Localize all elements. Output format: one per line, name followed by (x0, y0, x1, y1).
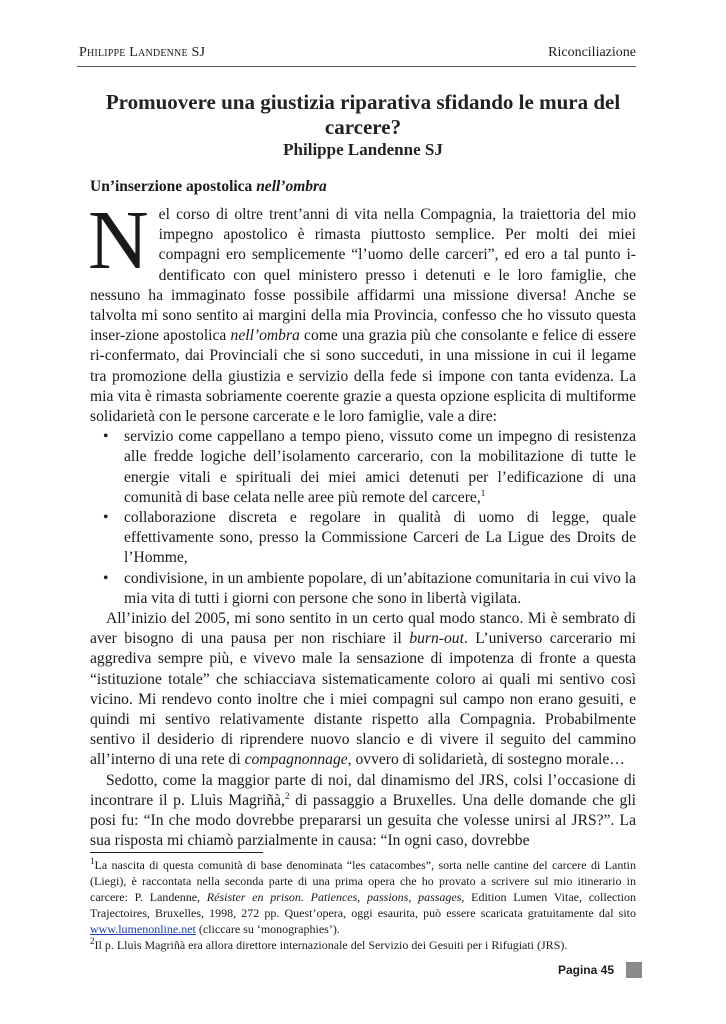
paragraph-2-text-c: , ovvero di solidarietà, di sostegno morale… (347, 751, 625, 769)
footnotes (90, 857, 636, 953)
footnote-2 (90, 937, 636, 953)
article-body (88, 194, 637, 852)
footnote-1-text-b: , Edition Lumen Vitae, collection Trajectoires, Bruxelles, 1998, 272 pp. Quest’opera, oggi esaurita, può essere scaricata gratuitamente dal sito (90, 890, 637, 920)
section-heading-italic: nell’ombra (256, 178, 327, 195)
footnote-2-text: Il p. Lluìs Magriñà era allora direttore internazionale del Servizio dei Gesuiti per i Rifugiati (JRS). (94, 938, 568, 952)
footnote-number: 2 (90, 936, 95, 946)
paragraph-3 (90, 771, 636, 852)
page-marker-box (626, 962, 642, 978)
list-item-text: condivisione, in un ambiente popolare, di un’abitazione comunitaria in cui vivo la mia vita di tutti i giorni con persone che sono in libertà vigilata. (124, 569, 636, 607)
section-heading-text: Un’inserzione apostolica (90, 178, 257, 195)
paragraph-1-italic: nell’ombra (230, 327, 300, 345)
footnote-1-text-a: La nascita di questa comunità di base denominata “les catacombes”, sorta nelle cantine del carcere di Lantin (Liegi), è raccontata nella seconda parte di una prima opera che ho provato a scrivere sul mio itinerario in carcere: P. Landenne, (90, 858, 636, 904)
paragraph-2-text-b: . L’universo carcerario mi aggrediva sempre più, e vivevo male la sensazione di impotenza di fronte a questa “istituzione totale” che schiacciava sistematicamente coloro ai quali mi sentivo così vicino. Mi rendevo conto inoltre che i miei compagni sul campo non erano gesuiti, e quindi mi sentivo relativamente distante rispetto alla Compagnia. Probabilmente sentivo il desiderio di riprendere nuovo slancio e di vivere il seguito del cammino all’interno di una rete di (90, 630, 637, 769)
running-header (77, 40, 636, 67)
paragraph-1 (88, 194, 636, 427)
page-number: Pagina 45 (557, 963, 614, 977)
paragraph-3-text-b: di passaggio a Bruxelles. Una delle domande che gli posi fu: “In che modo dovrebbe prepararsi un gesuita che volesse unirsi al JRS?”. La sua risposta mi chiamò parzialmente in causa: “In ogni caso, dovrebbe (90, 791, 636, 850)
paragraph-2-italic-b: compagnonnage (244, 751, 348, 769)
paragraph-2-text-a: All’inizio del 2005, mi sono sentito in un certo qual modo stanco. Mi è sembrato di aver bisogno di una pausa per non rischiare il (90, 610, 636, 648)
list-item (90, 508, 636, 569)
paragraph-3-text-a: Sedotto, come la maggior parte di noi, dal dinamismo del JRS, colsi l’occasione di incontrare il p. Lluìs Magriñà, (90, 771, 636, 809)
paragraph-1-text-a: el corso di oltre trent’anni di vita nella Compagnia, la traiettoria del mio impegno apostolico è rimasta piuttosto semplice. Per molti dei miei compagni ero semplicemente “l’uomo delle carceri”, ed ero a tal punto i-dentificato con quel ministero presso i detenuti e le loro famiglie, che nessuno ha immaginato fosse possibile affidarmi una missione diversa! Anche se talvolta mi sono sentito ai margini della mia Provincia, confesso che ho vissuto questa inser-zione apostolica (90, 206, 636, 345)
header-author: Philippe Landenne SJ (79, 45, 206, 60)
bullet-icon: • (103, 569, 109, 587)
list-item (90, 427, 636, 508)
footnote-1 (90, 857, 636, 937)
footnote-number: 1 (90, 856, 95, 866)
article-title: Promuovere una giustizia riparativa sfidando le mura del carcere? (105, 90, 621, 139)
footnote-1-text-c: (cliccare su ‘monographies’). (195, 922, 340, 936)
drop-cap: N (88, 194, 149, 287)
footnote-1-italic: Résister en prison. Patiences, passions, passages (206, 890, 462, 904)
footnote-divider (90, 852, 263, 853)
article-author: Philippe Landenne SJ (283, 140, 443, 159)
list-item (90, 569, 636, 609)
paragraph-2 (90, 609, 636, 771)
list-item-text: servizio come cappellano a tempo pieno, vissuto come un impegno di resistenza alle fredde logiche dell’isolamento carcerario, con la mobilitazione di tutte le energie vitali e spirituali dei miei amici detenuti per l’edificazione di una comunità di base celata nelle aree più remote del carcere, (124, 428, 636, 506)
list-item-text: collaborazione discreta e regolare in qualità di uomo di legge, quale effettivamente sono, presso la Commissione Carceri de La Ligue des Droits de l’Homme, (124, 509, 636, 567)
website-link[interactable]: www.lumenonline.net (90, 922, 196, 936)
paragraph-2-italic-a: burn-out (409, 630, 464, 648)
page-footer (558, 962, 642, 978)
header-section: Riconciliazione (548, 45, 636, 60)
bullet-list (90, 427, 636, 609)
bullet-icon: • (103, 509, 109, 527)
bullet-icon: • (103, 428, 109, 446)
footnote-ref: 1 (480, 487, 486, 498)
paragraph-1-text-b: come una grazia più che consolante e felice di essere ri-confermato, dai Provinciali che si sono succeduti, in una missione in cui il legame tra promozione della giustizia e servizio della fede si impone con tanta evidenza. La mia vita è rimasta sobriamente coerente grazie a questa opzione esplicita di multiforme solidarietà con le persone carcerate e le loro famiglie, vale a dire: (90, 327, 636, 426)
footnote-ref: 2 (284, 790, 290, 801)
